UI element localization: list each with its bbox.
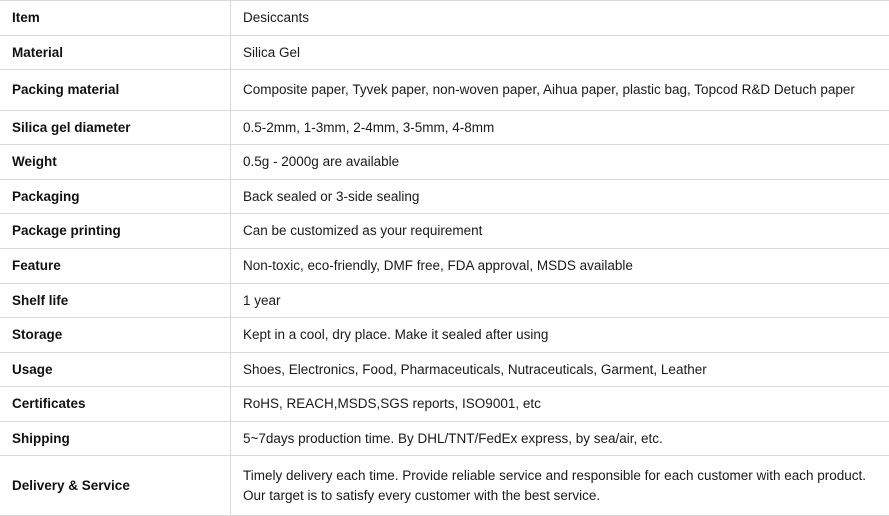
row-label: Silica gel diameter <box>0 110 231 145</box>
table-row <box>0 145 889 180</box>
row-label: Packaging <box>0 179 231 214</box>
row-value: Silica Gel <box>231 35 889 70</box>
row-value: Timely delivery each time. Provide reliable service and responsible for each customer with each product. Our target is to satisfy every customer with the best service. <box>231 456 889 516</box>
row-value: Composite paper, Tyvek paper, non-woven paper, Aihua paper, plastic bag, Topcod R&D Detuch paper <box>231 70 889 111</box>
row-label: Package printing <box>0 214 231 249</box>
table-row <box>0 387 889 422</box>
row-label: Shelf life <box>0 283 231 318</box>
row-value: 5~7days production time. By DHL/TNT/FedEx express, by sea/air, etc. <box>231 421 889 456</box>
row-label: Material <box>0 35 231 70</box>
row-label: Feature <box>0 248 231 283</box>
table-row <box>0 421 889 456</box>
row-label: Shipping <box>0 421 231 456</box>
table-row <box>0 283 889 318</box>
row-value: 1 year <box>231 283 889 318</box>
row-value: RoHS, REACH,MSDS,SGS reports, ISO9001, etc <box>231 387 889 422</box>
row-label: Weight <box>0 145 231 180</box>
table-row <box>0 248 889 283</box>
table-row <box>0 110 889 145</box>
table-body <box>0 1 889 516</box>
table-row <box>0 1 889 36</box>
table-row <box>0 214 889 249</box>
row-value: Can be customized as your requirement <box>231 214 889 249</box>
row-value: Non-toxic, eco-friendly, DMF free, FDA approval, MSDS available <box>231 248 889 283</box>
row-label: Item <box>0 1 231 36</box>
row-value: 0.5-2mm, 1-3mm, 2-4mm, 3-5mm, 4-8mm <box>231 110 889 145</box>
row-value: 0.5g - 2000g are available <box>231 145 889 180</box>
table-row <box>0 456 889 516</box>
row-label: Certificates <box>0 387 231 422</box>
table-row <box>0 179 889 214</box>
row-label: Packing material <box>0 70 231 111</box>
table-row <box>0 318 889 353</box>
table-row <box>0 352 889 387</box>
row-label: Usage <box>0 352 231 387</box>
row-label: Delivery & Service <box>0 456 231 516</box>
row-value: Kept in a cool, dry place. Make it sealed after using <box>231 318 889 353</box>
row-value: Back sealed or 3-side sealing <box>231 179 889 214</box>
table-row <box>0 70 889 111</box>
row-label: Storage <box>0 318 231 353</box>
row-value: Desiccants <box>231 1 889 36</box>
table-row <box>0 35 889 70</box>
row-value: Shoes, Electronics, Food, Pharmaceuticals, Nutraceuticals, Garment, Leather <box>231 352 889 387</box>
